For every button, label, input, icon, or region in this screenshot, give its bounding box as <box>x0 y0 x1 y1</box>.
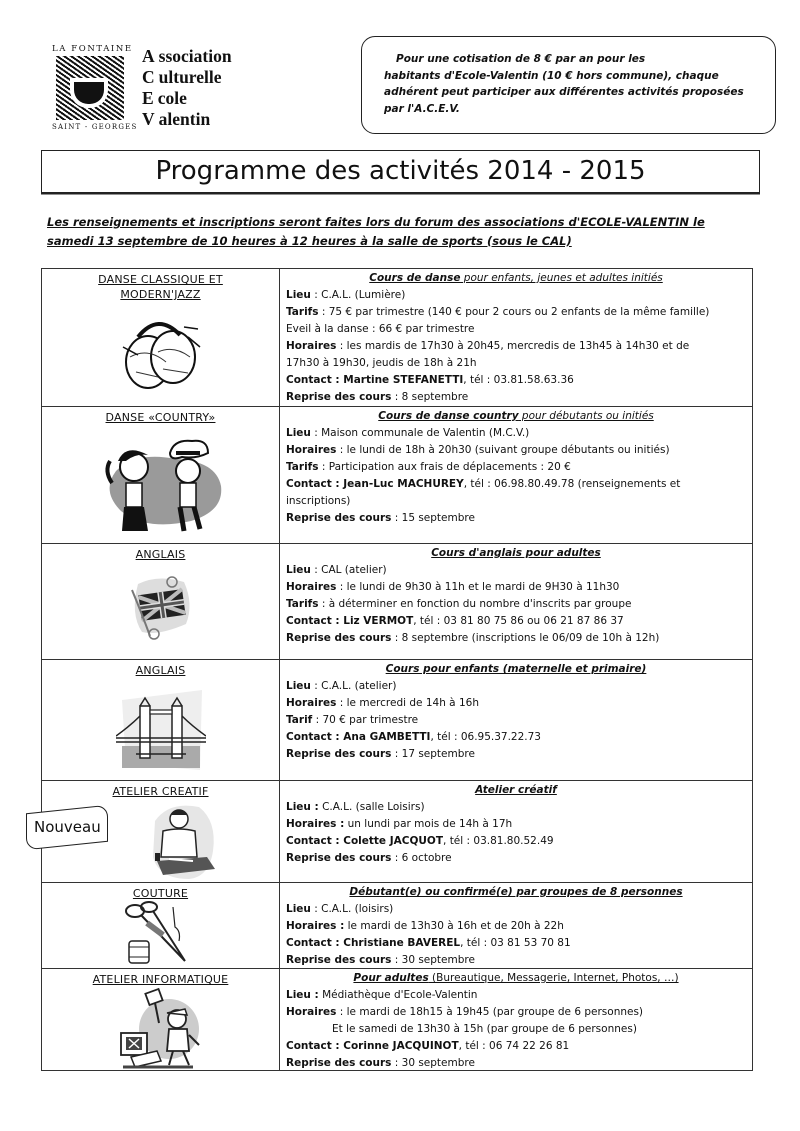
detail-line: Tarifs : à déterminer en fonction du nombre d'inscrits par groupe <box>286 598 632 610</box>
activity-subtitle: Atelier créatif <box>475 784 557 796</box>
detail-line: Lieu : C.A.L. (loisirs) <box>286 903 394 915</box>
country-dancers-icon <box>96 431 226 537</box>
activity-name: ATELIER CREATIF <box>112 785 209 798</box>
detail-line: Reprise des cours : 15 septembre <box>286 512 475 524</box>
info-line: Les renseignements et inscriptions seront faites lors du forum des associations d'ECOLE-VALENTIN le <box>47 215 705 229</box>
detail-line: Horaires : le mercredi de 14h à 16h <box>286 697 479 709</box>
activity-details-cell <box>280 969 752 1070</box>
uk-flag-icon <box>128 574 194 644</box>
new-badge <box>26 805 108 851</box>
detail-line: Eveil à la danse : 66 € par trimestre <box>286 323 475 335</box>
detail-line: Lieu : CAL (atelier) <box>286 564 387 576</box>
activity-subtitle: Débutant(e) ou confirmé(e) par groupes de 8 personnes <box>349 886 683 898</box>
detail-line: Et le samedi de 13h30 à 15h (par groupe de 6 personnes) <box>332 1023 637 1035</box>
activity-details-cell <box>280 407 752 543</box>
activity-subtitle: Cours de danse country pour débutants ou initiés <box>378 410 654 422</box>
detail-line: Horaires : le lundi de 18h à 20h30 (suivant groupe débutants ou initiés) <box>286 444 670 456</box>
detail-line: Reprise des cours : 30 septembre <box>286 954 475 966</box>
acronym-word: cole <box>157 88 187 108</box>
membership-line: adhérent peut participer aux différentes activités proposées <box>384 86 744 98</box>
new-badge-label: Nouveau <box>33 818 101 836</box>
detail-line: Contact : Corinne JACQUINOT, tél : 06 74 22 26 81 <box>286 1040 570 1052</box>
activity-name: ANGLAIS <box>135 548 186 561</box>
detail-line: Contact : Martine STEFANETTI, tél : 03.81.58.63.36 <box>286 374 574 386</box>
activity-row <box>41 268 753 406</box>
detail-line: Horaires : le mardi de 13h30 à 16h et de 20h à 22h <box>286 920 564 932</box>
detail-line: Reprise des cours : 17 septembre <box>286 748 475 760</box>
detail-line: Reprise des cours : 8 septembre <box>286 391 469 403</box>
activity-details-cell <box>280 781 752 882</box>
registration-info <box>47 213 757 251</box>
detail-line: Reprise des cours : 8 septembre (inscriptions le 06/09 de 10h à 12h) <box>286 632 660 644</box>
activity-row <box>41 968 753 1071</box>
acronym-letter: E <box>142 88 154 108</box>
detail-line: Contact : Christiane BAVEREL, tél : 03 81 53 70 81 <box>286 937 571 949</box>
fountain-logo-icon <box>56 56 124 120</box>
activity-name-cell <box>42 544 280 659</box>
activity-name-cell <box>42 883 280 968</box>
detail-line: Horaires : le lundi de 9h30 à 11h et le mardi de 9H30 à 11h30 <box>286 581 620 593</box>
acev-logo <box>52 44 252 134</box>
scissors-thread-icon <box>123 901 199 965</box>
detail-line: inscriptions) <box>286 495 351 507</box>
activity-details-cell <box>280 269 752 406</box>
detail-line: Contact : Colette JACQUOT, tél : 03.81.80.52.49 <box>286 835 554 847</box>
activity-name: ATELIER INFORMATIQUE <box>92 973 229 986</box>
detail-line: Contact : Ana GAMBETTI, tél : 06.95.37.22.73 <box>286 731 541 743</box>
detail-line: Lieu : C.A.L. (salle Loisirs) <box>286 801 425 813</box>
membership-line: habitants d'Ecole-Valentin (10 € hors commune), chaque <box>384 69 719 82</box>
activities-table <box>41 268 753 1071</box>
activity-row <box>41 659 753 780</box>
activity-row <box>41 780 753 882</box>
logo-top-text: LA FONTAINE <box>52 44 133 54</box>
page-title: Programme des activités 2014 - 2015 <box>41 150 760 193</box>
acronym-letter: A <box>142 46 155 66</box>
activity-subtitle: Cours d'anglais pour adultes <box>431 547 601 559</box>
membership-line: Pour une cotisation de 8 € par an pour les <box>396 53 646 65</box>
ballet-shoes-icon <box>118 307 204 393</box>
activity-row <box>41 543 753 659</box>
activity-name-cell <box>42 969 280 1070</box>
membership-info-box <box>361 36 776 134</box>
activity-subtitle: Cours de danse pour enfants, jeunes et adultes initiés <box>369 272 663 284</box>
detail-line: Contact : Liz VERMOT, tél : 03 81 80 75 86 ou 06 21 87 86 37 <box>286 615 624 627</box>
logo-acronym <box>142 46 232 130</box>
activity-name: DANSE «COUNTRY» <box>105 411 216 424</box>
activity-name-cell <box>42 660 280 780</box>
activity-name-cell <box>42 407 280 543</box>
detail-line: Tarifs : Participation aux frais de déplacements : 20 € <box>286 461 571 473</box>
detail-line: Contact : Jean-Luc MACHUREY, tél : 06.98.80.49.78 (renseignements et <box>286 478 681 490</box>
detail-line: Reprise des cours : 6 octobre <box>286 852 452 864</box>
detail-line: Tarif : 70 € par trimestre <box>286 714 419 726</box>
activity-details-cell <box>280 544 752 659</box>
detail-line: Reprise des cours : 30 septembre <box>286 1057 475 1069</box>
activity-details-cell <box>280 883 752 968</box>
detail-line: Tarifs : 75 € par trimestre (140 € pour 2 cours ou 2 enfants de la même famille) <box>286 306 710 318</box>
activity-row <box>41 406 753 543</box>
crafting-person-icon <box>149 801 219 881</box>
computer-frustration-icon <box>113 987 209 1069</box>
logo-bottom-text: SAINT - GEORGES <box>52 123 138 131</box>
acronym-word: ulturelle <box>158 67 222 87</box>
activity-name-cell <box>42 269 280 406</box>
detail-line: Horaires : les mardis de 17h30 à 20h45, mercredis de 13h45 à 14h30 et de <box>286 340 690 352</box>
acronym-letter: C <box>142 67 155 87</box>
detail-line: Lieu : C.A.L. (Lumière) <box>286 289 406 301</box>
acronym-letter: V <box>142 109 155 129</box>
activity-name: COUTURE <box>132 887 189 900</box>
acronym-word: alentin <box>158 109 211 129</box>
activity-subtitle: Pour adultes (Bureautique, Messagerie, Internet, Photos, …) <box>353 972 679 984</box>
activity-details-cell <box>280 660 752 780</box>
membership-line: par l'A.C.E.V. <box>384 102 460 115</box>
detail-line: Lieu : C.A.L. (atelier) <box>286 680 397 692</box>
detail-line: Horaires : le mardi de 18h15 à 19h45 (par groupe de 6 personnes) <box>286 1006 644 1018</box>
detail-line: Horaires : un lundi par mois de 14h à 17h <box>286 818 513 830</box>
tower-bridge-icon <box>116 686 206 774</box>
acronym-word: ssociation <box>158 46 232 66</box>
activity-subtitle: Cours pour enfants (maternelle et primaire) <box>385 663 647 675</box>
info-line: samedi 13 septembre de 10 heures à 12 heures à la salle de sports (sous le CAL) <box>47 234 572 248</box>
detail-line: Lieu : Maison communale de Valentin (M.C.V.) <box>286 427 530 439</box>
activity-name: ANGLAIS <box>135 664 186 677</box>
detail-line: Lieu : Médiathèque d'Ecole-Valentin <box>286 989 478 1001</box>
activity-row <box>41 882 753 968</box>
activity-name: MODERN'JAZZ <box>120 288 201 301</box>
detail-line: 17h30 à 19h30, jeudis de 18h à 21h <box>286 357 477 369</box>
activity-name: DANSE CLASSIQUE ET <box>98 273 223 286</box>
